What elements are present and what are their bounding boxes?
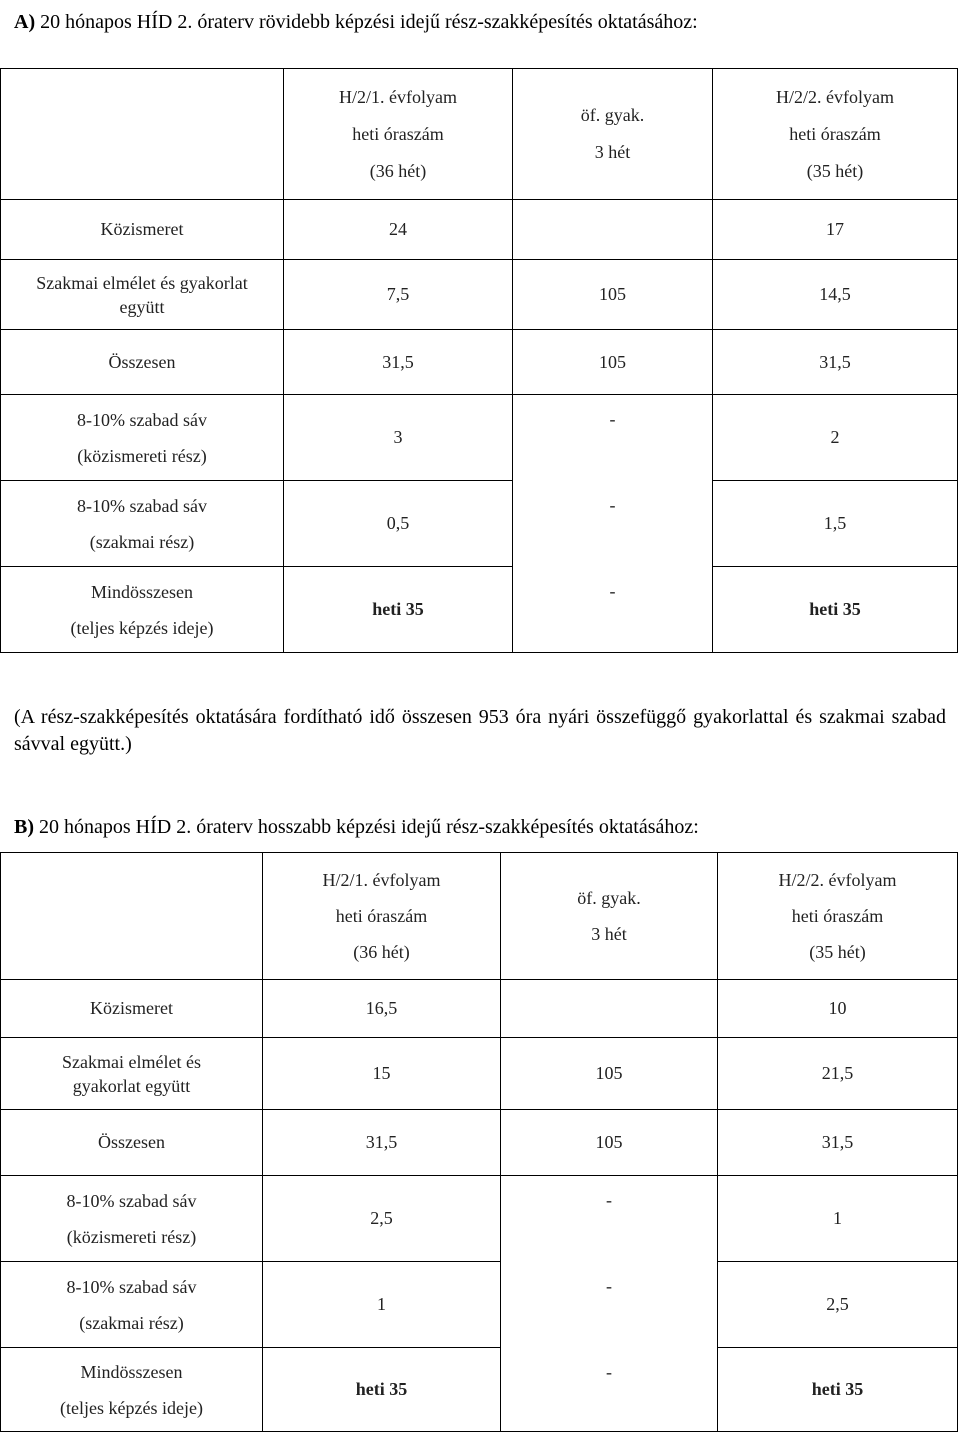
row-value-col1: 7,5 — [284, 260, 513, 330]
header-col1: H/2/1. évfolyam heti óraszám (36 hét) — [263, 853, 501, 980]
row-value-col1: 0,5 — [284, 481, 513, 567]
header-col3: H/2/2. évfolyam heti óraszám (35 hét) — [718, 853, 958, 980]
table-row — [1, 481, 958, 567]
section-b-letter: B) — [14, 816, 34, 838]
row-value-col1: 15 — [263, 1038, 501, 1110]
section-a-heading — [14, 10, 698, 34]
row-value-col2: 105 — [513, 260, 713, 330]
row-value-col1: 2,5 — [263, 1176, 501, 1262]
row-value-col2: 105 — [513, 330, 713, 395]
row-label: 8-10% szabad sáv (közismereti rész) — [1, 395, 284, 481]
row-value-col2: - — [513, 395, 713, 481]
header-col1: H/2/1. évfolyam heti óraszám (36 hét) — [284, 69, 513, 200]
row-value-col3: 31,5 — [713, 330, 958, 395]
header-col2: öf. gyak. 3 hét — [501, 853, 718, 980]
row-value-col2: 105 — [501, 1110, 718, 1176]
row-value-col1: 31,5 — [284, 330, 513, 395]
row-value-col1: 31,5 — [263, 1110, 501, 1176]
row-value-col2: - — [513, 481, 713, 567]
table-row — [1, 980, 958, 1038]
row-value-col3: 17 — [713, 200, 958, 260]
row-value-col1: 24 — [284, 200, 513, 260]
header-col2: öf. gyak. 3 hét — [513, 69, 713, 200]
table-row — [1, 395, 958, 481]
header-col3: H/2/2. évfolyam heti óraszám (35 hét) — [713, 69, 958, 200]
row-value-col3: 2 — [713, 395, 958, 481]
table-header-row — [1, 853, 958, 980]
row-value-col3: heti 35 — [718, 1348, 958, 1432]
row-value-col1: heti 35 — [263, 1348, 501, 1432]
row-label: 8-10% szabad sáv (közismereti rész) — [1, 1176, 263, 1262]
row-value-col3: heti 35 — [713, 567, 958, 653]
row-label: Szakmai elmélet és gyakorlat együtt — [1, 1038, 263, 1110]
row-value-col2: - — [513, 567, 713, 653]
row-value-col1: heti 35 — [284, 567, 513, 653]
hours-note: (A rész-szakképesítés oktatására fordítható idő összesen 953 óra nyári összefüggő gyakorlattal és szakmai szabad sávval együtt.) — [14, 706, 946, 755]
section-b-title: 20 hónapos HÍD 2. óraterv hosszabb képzési idejű rész-szakképesítés oktatásához: — [34, 816, 699, 838]
row-value-col3: 31,5 — [718, 1110, 958, 1176]
row-value-col1: 1 — [263, 1262, 501, 1348]
row-value-col2: - — [501, 1262, 718, 1348]
header-empty-cell — [1, 69, 284, 200]
table-row — [1, 1262, 958, 1348]
table-row — [1, 1038, 958, 1110]
section-b-heading — [14, 815, 699, 839]
table-row — [1, 1176, 958, 1262]
table-row — [1, 1348, 958, 1432]
row-value-col3: 1 — [718, 1176, 958, 1262]
row-value-col2 — [501, 980, 718, 1038]
row-value-col1: 3 — [284, 395, 513, 481]
table-row — [1, 260, 958, 330]
table-row — [1, 1110, 958, 1176]
table-header-row — [1, 69, 958, 200]
row-label: 8-10% szabad sáv (szakmai rész) — [1, 481, 284, 567]
row-value-col3: 1,5 — [713, 481, 958, 567]
row-value-col2: 105 — [501, 1038, 718, 1110]
row-value-col2: - — [501, 1348, 718, 1432]
row-value-col3: 14,5 — [713, 260, 958, 330]
section-a-letter: A) — [14, 11, 36, 33]
header-empty-cell — [1, 853, 263, 980]
row-value-col3: 10 — [718, 980, 958, 1038]
row-label: Közismeret — [1, 200, 284, 260]
row-value-col2 — [513, 200, 713, 260]
row-label: Összesen — [1, 1110, 263, 1176]
row-value-col3: 2,5 — [718, 1262, 958, 1348]
table-row — [1, 567, 958, 653]
row-label: Összesen — [1, 330, 284, 395]
row-value-col3: 21,5 — [718, 1038, 958, 1110]
row-label: Mindösszesen (teljes képzés ideje) — [1, 567, 284, 653]
section-b-table — [0, 852, 958, 1432]
row-value-col2: - — [501, 1176, 718, 1262]
section-a-table — [0, 68, 958, 653]
section-a-title: 20 hónapos HÍD 2. óraterv rövidebb képzési idejű rész-szakképesítés oktatásához: — [35, 11, 698, 33]
row-label: 8-10% szabad sáv (szakmai rész) — [1, 1262, 263, 1348]
table-row — [1, 330, 958, 395]
row-value-col1: 16,5 — [263, 980, 501, 1038]
table-row — [1, 200, 958, 260]
row-label: Szakmai elmélet és gyakorlat együtt — [1, 260, 284, 330]
row-label: Közismeret — [1, 980, 263, 1038]
row-label: Mindösszesen (teljes képzés ideje) — [1, 1348, 263, 1432]
